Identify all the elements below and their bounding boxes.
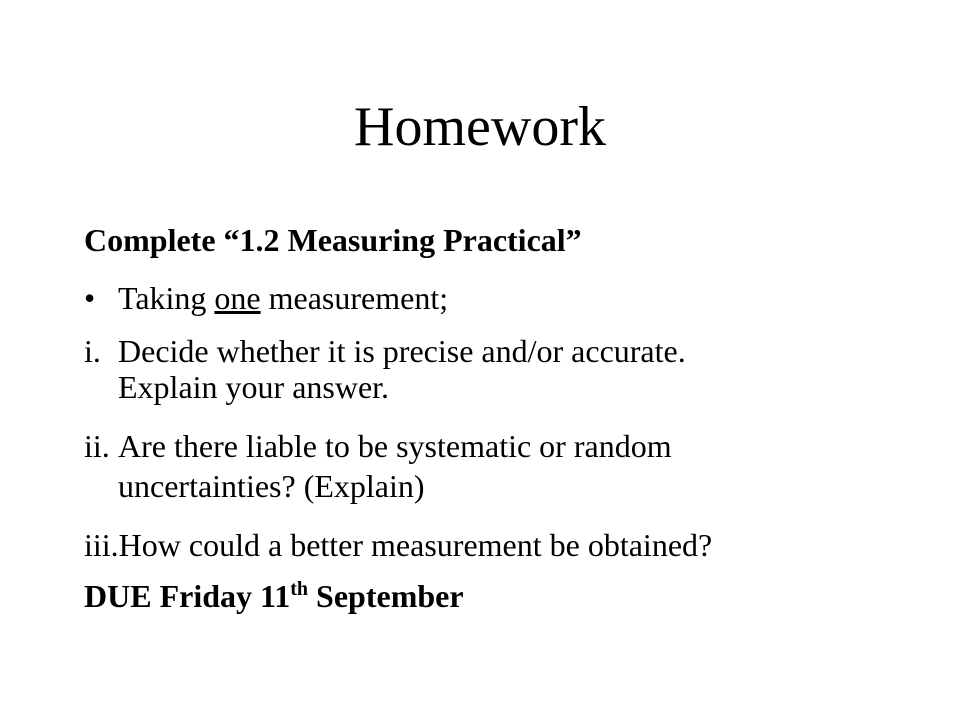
slide-title: Homework — [354, 96, 606, 158]
due-superscript: th — [290, 578, 309, 600]
bullet-text-after: measurement; — [260, 280, 449, 316]
bullet-underlined-word: one — [214, 280, 261, 316]
list-item-ii-line1: Are there liable to be systematic or random — [118, 428, 672, 464]
list-item-i — [84, 333, 686, 369]
list-item-i-continuation: Explain your answer. — [118, 369, 390, 405]
list-item-iii — [84, 527, 712, 563]
list-marker-i: i. — [84, 333, 101, 369]
assignment-heading: Complete “1.2 Measuring Practical” — [84, 222, 582, 258]
due-date — [84, 578, 464, 614]
due-suffix: September — [308, 578, 464, 614]
list-marker-iii: iii. — [84, 527, 119, 563]
bullet-text-before: Taking — [118, 280, 215, 316]
bullet-item — [84, 280, 448, 316]
list-item-ii-continuation: uncertainties? (Explain) — [118, 468, 425, 504]
list-marker-ii: ii. — [84, 428, 110, 464]
list-item-ii — [84, 428, 672, 464]
list-item-i-line1: Decide whether it is precise and/or accurate. — [118, 333, 686, 369]
bullet-marker: • — [84, 280, 96, 316]
due-prefix: DUE Friday 11 — [84, 578, 291, 614]
list-item-iii-line1: How could a better measurement be obtained? — [118, 527, 713, 563]
